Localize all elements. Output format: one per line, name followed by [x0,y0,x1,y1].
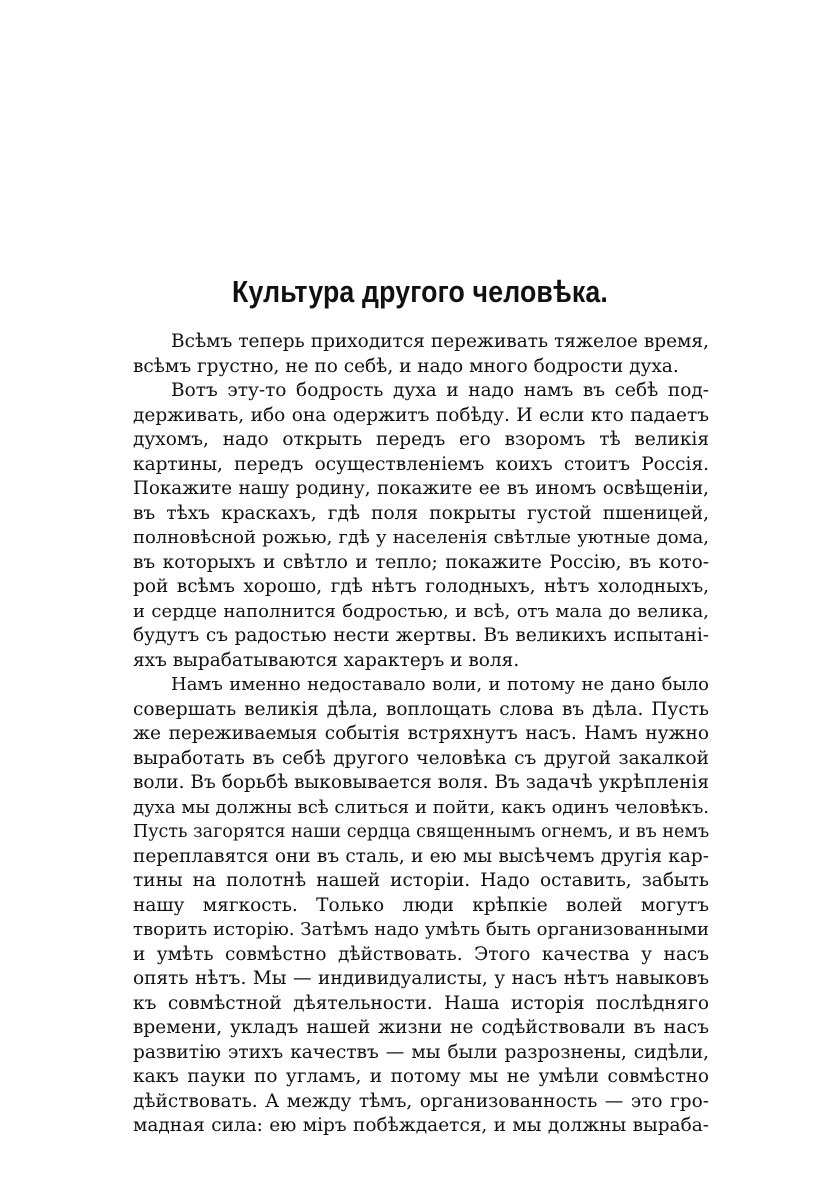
text-line: опять нѣтъ. Мы — индивидуалисты, у насъ нѣтъ навыковъ [133,968,709,989]
text-line: совершать великія дѣла, воплощать слова въ дѣла. Пусть [133,698,709,720]
text-line: и сердце наполнится бодростью, и всѣ, отъ мала до велика, [133,600,709,622]
text-line: держивать, ибо она одержитъ побѣду. И если кто падаетъ [133,404,709,426]
body-text [133,330,709,1139]
text-line: картины, передъ осуществленіемъ коихъ стоитъ Россія. [133,453,709,475]
text-line: яхъ вырабатываются характеръ и воля. [133,649,520,671]
text-line: Всѣмъ теперь приходится переживать тяжелое время, [171,331,709,352]
text-line: какъ пауки по угламъ, и потому мы не умѣли совмѣстно [133,1066,709,1087]
text-line: духомъ, надо открыть передъ его взоромъ тѣ великія [133,429,709,450]
text-line: будутъ съ радостью нести жертвы. Въ великихъ испытані- [133,625,709,646]
text-line: полновѣсной рожью, гдѣ у населенія свѣтлые уютные дома, [133,527,709,548]
chapter-title: Культура другого человѣка. [232,274,608,309]
text-line: Вотъ эту-то бодрость духа и надо намъ въ себѣ под- [171,380,709,401]
text-line: же переживаемыя событія встряхнутъ насъ. Намъ нужно [133,723,709,744]
text-line: тины на полотнѣ нашей исторіи. Надо оставить, забыть [133,870,709,891]
text-line: творить исторію. Затѣмъ надо умѣть быть организованными [133,919,709,940]
text-line: Пусть загорятся наши сердца священнымъ огнемъ, и въ немъ [133,822,710,842]
text-line: рой всѣмъ хорошо, гдѣ нѣтъ голодныхъ, нѣтъ холодныхъ, [133,576,709,597]
text-line: дѣйствовать. А между тѣмъ, организованность — это гро- [133,1090,709,1112]
text-line: воли. Въ борьбѣ выковывается воля. Въ задачѣ укрѣпленія [133,772,709,793]
text-line: времени, укладъ нашей жизни не содѣйствовали въ насъ [133,1017,709,1038]
text-line: въ тѣхъ краскахъ, гдѣ поля покрыты густой пшеницей, [133,502,709,524]
text-line: всѣмъ грустно, не по себѣ, и надо много бодрости духа. [133,355,679,377]
text-line: развитію этихъ качествъ — мы были разрознены, сидѣли, [133,1041,709,1063]
text-line: нашу мягкость. Только люди крѣпкіе волей могутъ [133,894,709,916]
text-line: въ которыхъ и свѣтло и тепло; покажите Россію, въ кото- [133,551,709,573]
text-line: и умѣть совмѣстно дѣйствовать. Этого качества у насъ [133,943,709,965]
text-line: переплавятся они въ сталь, и ею мы высѣчемъ другія кар- [133,845,709,867]
text-line: Покажите нашу родину, покажите ее въ иномъ освѣщеніи, [133,478,709,499]
text-line: къ совмѣстной дѣятельности. Наша исторія послѣдняго [133,992,709,1014]
text-line: мадная сила: ею міръ побѣждается, и мы должны выраба- [133,1115,709,1136]
text-line: выработать въ себѣ другого человѣка съ другой закалкой [133,747,709,769]
text-line: Намъ именно недоставало воли, и потому не дано было [171,674,709,695]
text-line: духа мы должны всѣ слиться и пойти, какъ одинъ человѣкъ. [133,796,709,818]
